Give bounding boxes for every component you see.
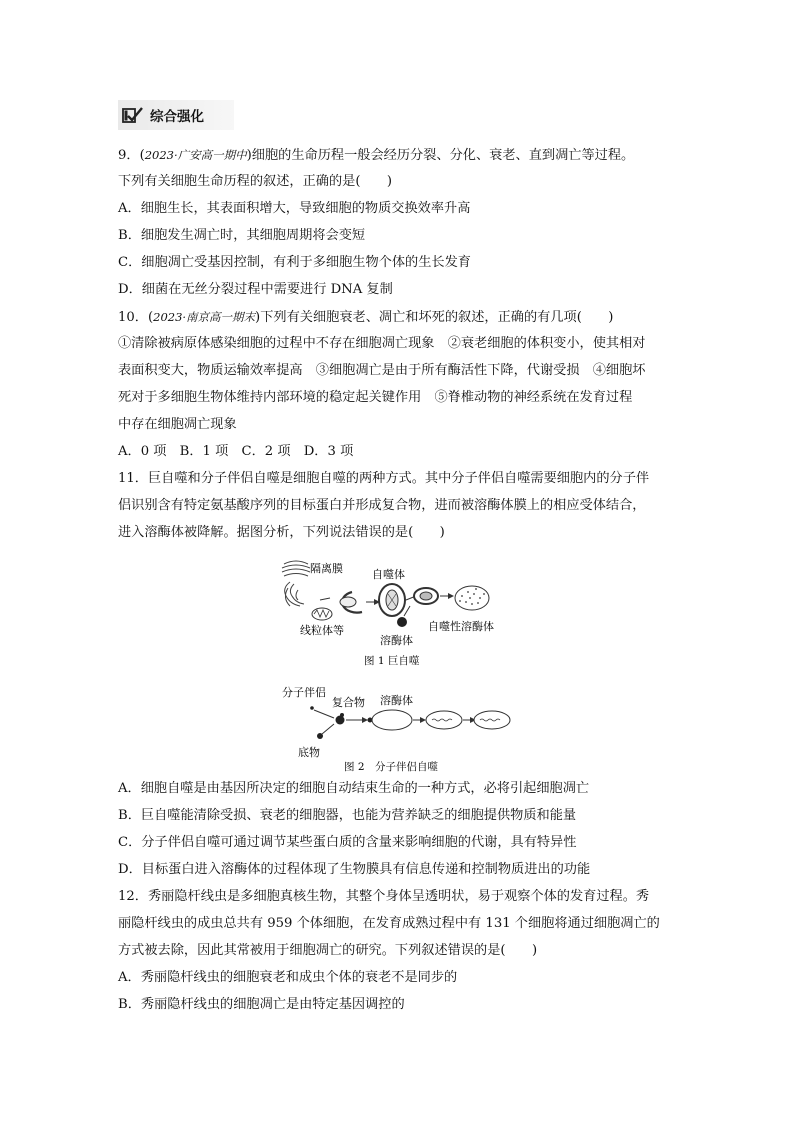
degraded-vesicle-icon — [455, 586, 489, 610]
label-lysosome: 溶酶体 — [380, 694, 413, 707]
q11-stem-line: 侣识别含有特定氨基酸序列的目标蛋白并形成复合物，进而被溶酶体膜上的相应受体结合， — [118, 498, 646, 513]
q11-option-d: D．目标蛋白进入溶酶体的过程体现了生物膜具有信息传递和控制物质进出的功能 — [118, 862, 591, 877]
label-substrate: 底物 — [298, 746, 320, 759]
label-mitochondria: 线粒体等 — [300, 624, 344, 637]
label-lysosome: 溶酶体 — [380, 634, 413, 647]
q12-option-b: B．秀丽隐杆线虫的细胞凋亡是由特定基因调控的 — [118, 997, 405, 1012]
complex-icon — [336, 713, 345, 725]
label-isolation-membrane: 隔离膜 — [310, 562, 343, 575]
q9-option-a: A．细胞生长，其表面积增大，导致细胞的物质交换效率升高 — [118, 201, 471, 216]
section-title: 综合强化 — [150, 109, 204, 125]
checkbox-icon — [122, 106, 144, 124]
q12-stem-line: 丽隐杆线虫的成虫总共有 959 个体细胞，在发育成熟过程中有 131 个细胞将通过细胞凋亡的 — [118, 916, 660, 931]
phagophore-icon — [340, 592, 362, 613]
q10-body-line: 表面积变大，物质运输效率提高 ③细胞凋亡是由于所有酶活性下降，代谢受损 ④细胞坏 — [118, 363, 646, 378]
q10-stem: 10．(2023·南京高一期末)下列有关细胞衰老、凋亡和坏死的叙述，正确的有几项( ) — [118, 310, 614, 325]
autolysosome-icon — [414, 588, 438, 604]
q11-stem-line: 11．巨自噬和分子伴侣自噬是细胞自噬的两种方式。其中分子伴侣自噬需要细胞内的分子伴 — [118, 471, 650, 486]
label-autolysosome: 自噬性溶酶体 — [428, 620, 494, 633]
q10-body-line: 死对于多细胞生物体维持内部环境的稳定起关键作用 ⑤脊椎动物的神经系统在发育过程 — [118, 390, 633, 405]
q12-option-a: A．秀丽隐杆线虫的细胞衰老和成虫个体的衰老不是同步的 — [118, 970, 458, 985]
section-header — [118, 100, 234, 130]
figure-2-chaperone-autophagy — [280, 684, 520, 772]
autophagosome-icon — [379, 584, 405, 616]
figure-2-caption: 图 2 分子伴侣自噬 — [344, 761, 439, 772]
q9-stem: 9．(2023·广安高一期中)细胞的生命历程一般会经历分裂、分化、衰老、直到凋亡等过程。 — [118, 148, 635, 163]
q9-source: 2023·广安高一期中 — [144, 148, 247, 162]
figure-1-macroautophagy — [270, 556, 520, 672]
q12-stem-line: 方式被去除，因此其常被用于细胞凋亡的研究。下列叙述错误的是( ) — [118, 943, 538, 958]
q10-source: 2023·南京高一期末 — [153, 310, 256, 324]
q10-body-line: ①清除被病原体感染细胞的过程中不存在细胞凋亡现象 ②衰老细胞的体积变小，使其相对 — [118, 336, 646, 351]
q11-stem-line: 进入溶酶体被降解。据图分析，下列说法错误的是( ) — [118, 525, 445, 540]
isolation-membrane-icon — [282, 561, 310, 606]
q11-option-c: C．分子伴侣自噬可通过调节某些蛋白质的含量来影响细胞的代谢，具有特异性 — [118, 835, 577, 850]
lysosome-icon — [397, 617, 407, 627]
q9-option-d: D．细菌在无丝分裂过程中需要进行 DNA 复制 — [118, 282, 393, 297]
q9-option-c: C．细胞凋亡受基因控制，有利于多细胞生物个体的生长发育 — [118, 255, 471, 270]
label-chaperone: 分子伴侣 — [282, 686, 326, 699]
mitochondrion-icon — [312, 608, 332, 620]
figure-1-caption: 图 1 巨自噬 — [364, 655, 420, 667]
label-autophagosome: 自噬体 — [372, 568, 405, 581]
q11-option-b: B．巨自噬能清除受损、衰老的细胞器，也能为营养缺乏的细胞提供物质和能量 — [118, 808, 577, 823]
q12-stem-line: 12．秀丽隐杆线虫是多细胞真核生物，其整个身体呈透明状，易于观察个体的发育过程。秀 — [118, 889, 650, 904]
q9-option-b: B．细胞发生凋亡时，其细胞周期将会变短 — [118, 228, 366, 243]
lysosome-icon — [372, 710, 412, 730]
q10-body-line: 中存在细胞凋亡现象 — [118, 417, 237, 432]
q11-option-a: A．细胞自噬是由基因所决定的细胞自动结束生命的一种方式，必将引起细胞凋亡 — [118, 781, 590, 796]
chaperone-icon — [310, 706, 314, 710]
q9-stem-line2: 下列有关细胞生命历程的叙述，正确的是( ) — [118, 174, 393, 189]
label-complex: 复合物 — [332, 696, 365, 709]
q10-options: A．0 项 B．1 项 C．2 项 D．3 项 — [118, 444, 354, 459]
